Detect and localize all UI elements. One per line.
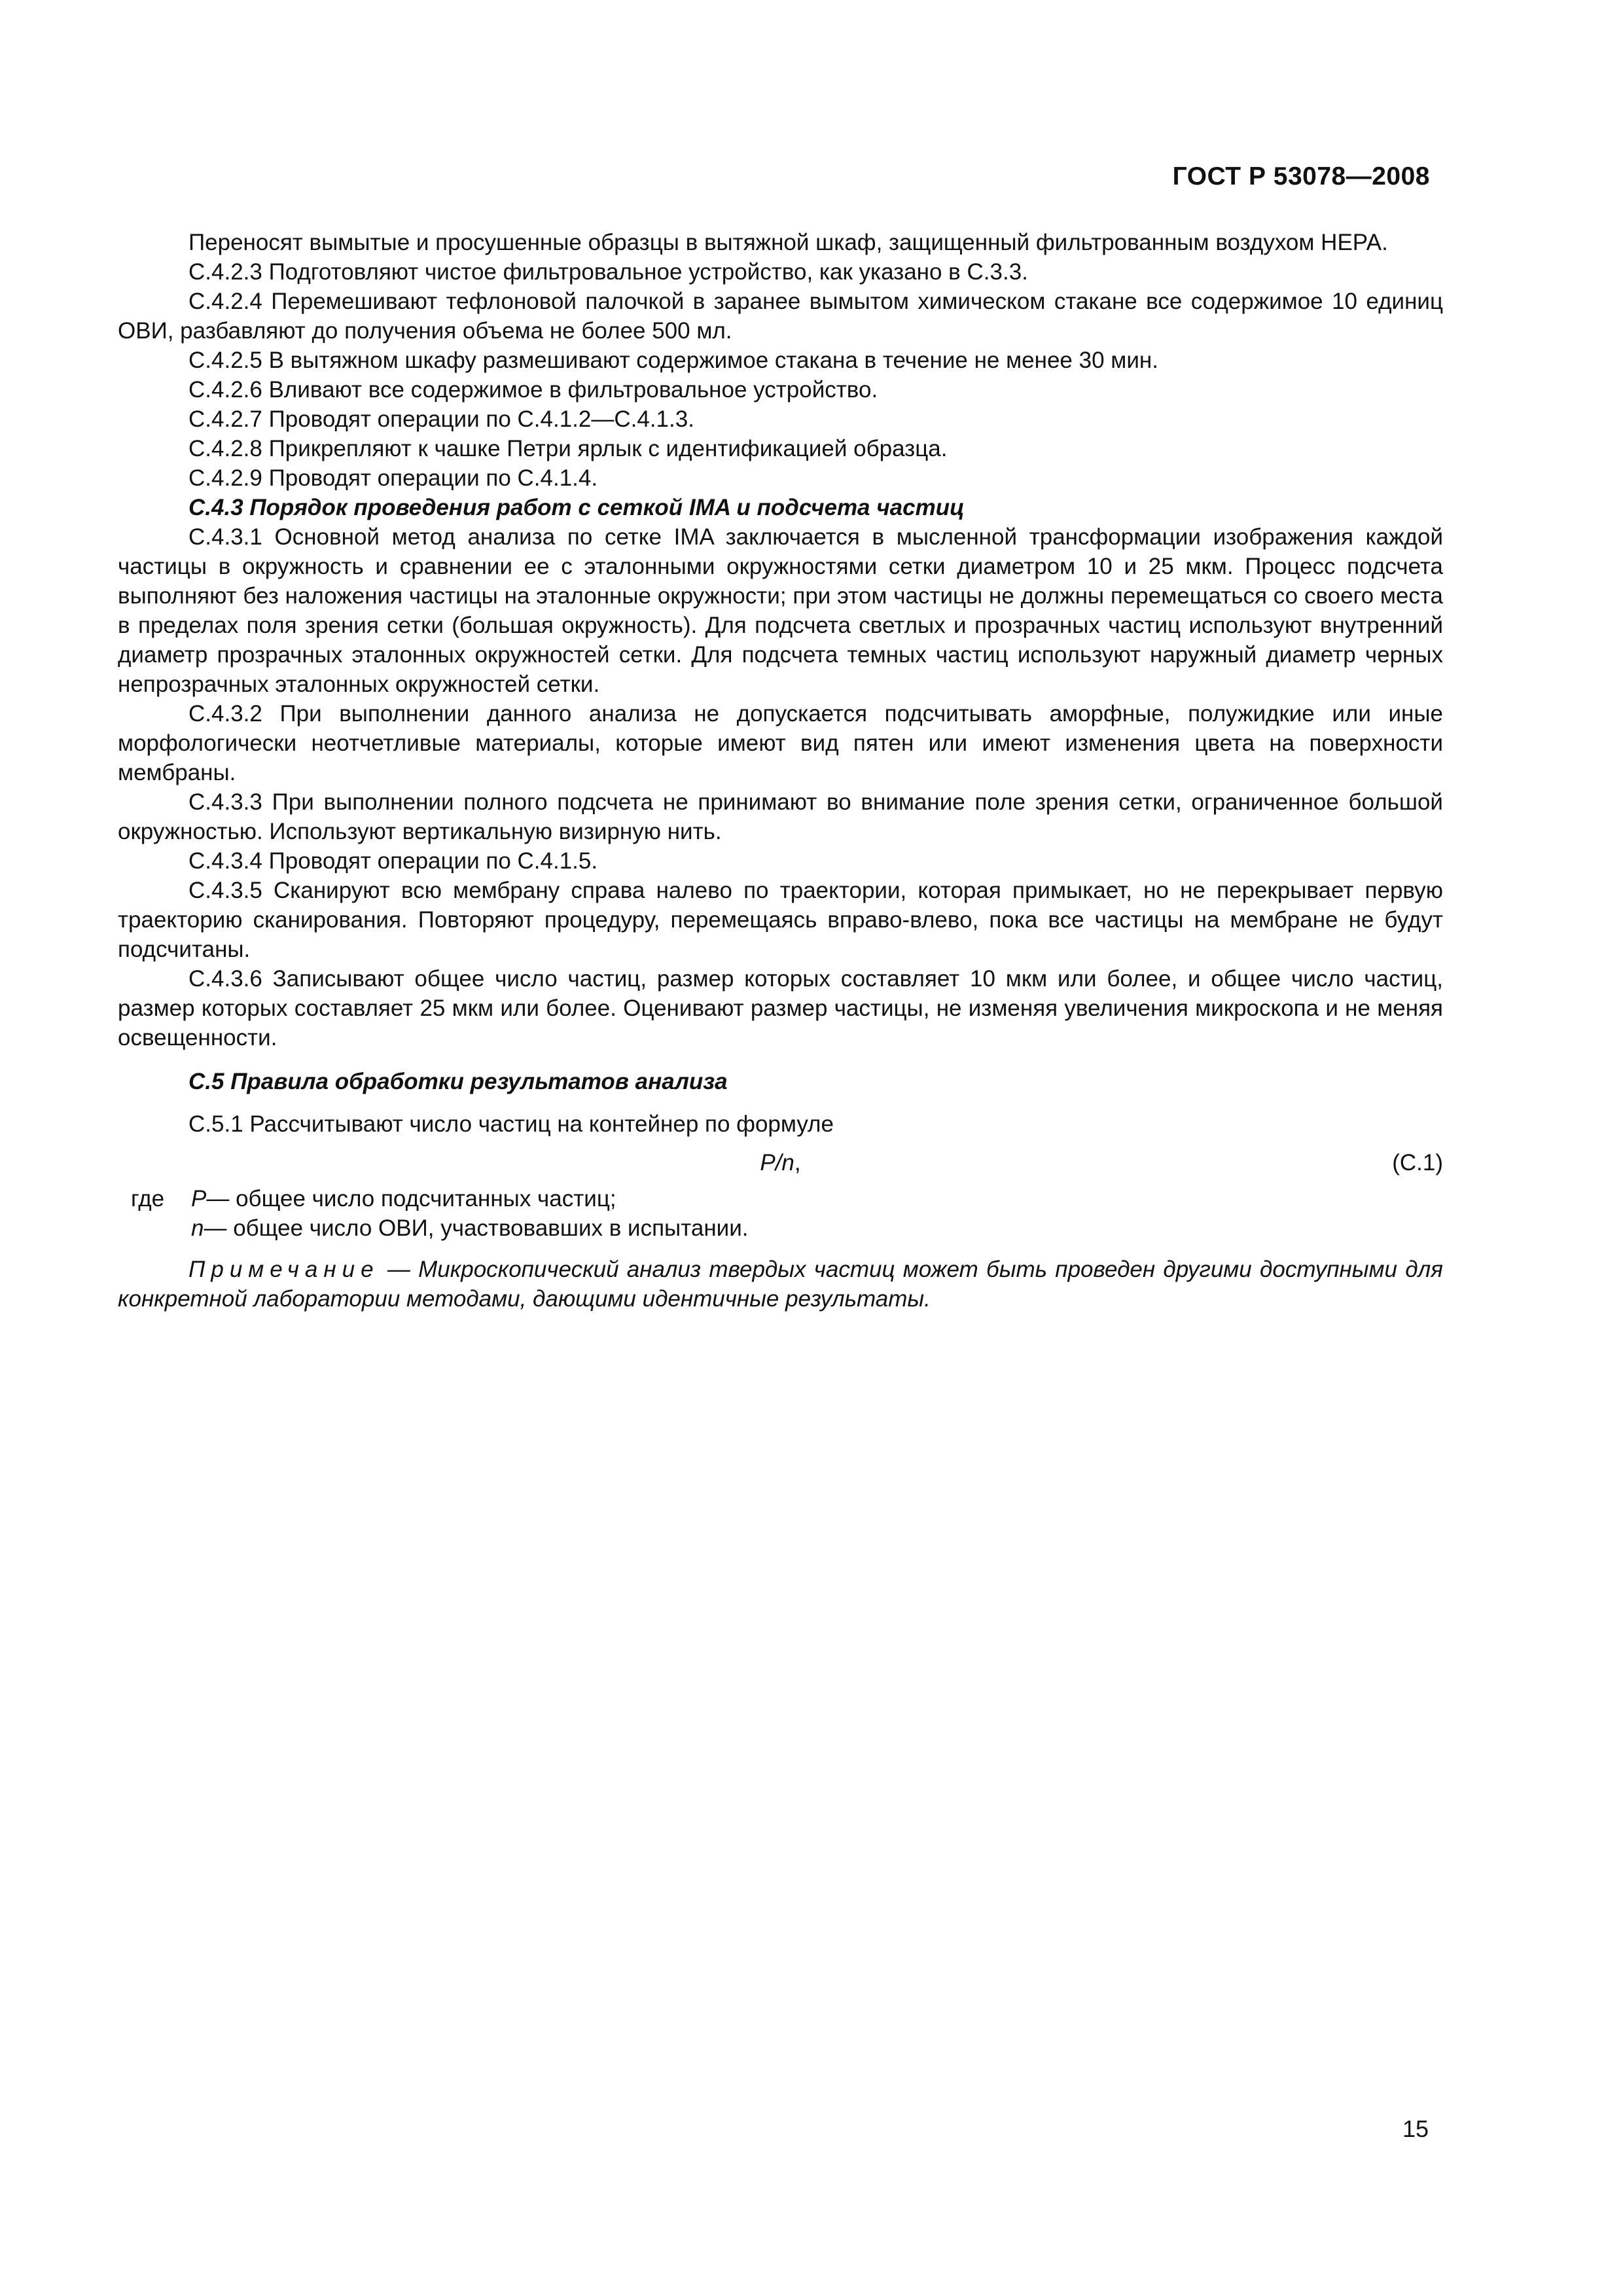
where-text: — общее число ОВИ, участвовавших в испытании. bbox=[204, 1215, 749, 1241]
document-code: ГОСТ Р 53078—2008 bbox=[1172, 162, 1430, 190]
paragraph: С.4.2.7 Проводят операции по С.4.1.2—С.4.1.3. bbox=[188, 406, 694, 432]
page-body bbox=[118, 228, 1443, 1336]
where-item bbox=[118, 1213, 1443, 1243]
paragraph: С.4.2.5 В вытяжном шкафу размешивают содержимое стакана в течение не менее 30 мин. bbox=[188, 348, 1158, 373]
formula-intro: С.5.1 Рассчитывают число частиц на контейнер по формуле bbox=[188, 1111, 834, 1137]
formula-number: (С.1) bbox=[1392, 1150, 1443, 1175]
note-text: — Микроскопический анализ твердых частиц может быть проведен другими доступными для конкретной лаборатории методами, дающими идентичные результаты. bbox=[118, 1257, 1443, 1312]
note bbox=[118, 1255, 1443, 1314]
paragraph: С.4.3.1 Основной метод анализа по сетке IMA заключается в мысленной трансформации изображения каждой частицы в окружность и сравнении ее с эталонными окружностями сетки диаметром 10 и 25 мкм. Процесс подсчета выполняют без наложения частицы на эталонные окружности; при этом частицы не должны перемещаться со своего места в пределах поля зрения сетки (большая окружность). Для подсчета светлых и прозрачных частиц используют внутренний диаметр прозрачных эталонных окружностей сетки. Для подсчета темных частиц используют наружный диаметр черных непрозрачных эталонных окружностей сетки. bbox=[118, 524, 1443, 697]
where-list bbox=[118, 1184, 1443, 1243]
formula-trailing: , bbox=[794, 1150, 801, 1175]
note-label: Примечание bbox=[188, 1257, 380, 1282]
paragraph: С.4.2.8 Прикрепляют к чашке Петри ярлык с идентификацией образца. bbox=[188, 436, 948, 461]
where-lead-spacer bbox=[118, 1213, 191, 1243]
formula-row bbox=[118, 1148, 1443, 1177]
paragraph: Переносят вымытые и просушенные образцы в вытяжной шкаф, защищенный фильтрованным воздухом НЕРА. bbox=[188, 230, 1388, 255]
subsection-heading: С.4.3 Порядок проведения работ с сеткой IMA и подсчета частиц bbox=[188, 495, 965, 520]
formula bbox=[118, 1148, 1443, 1177]
paragraph: С.4.3.3 При выполнении полного подсчета не принимают во внимание поле зрения сетки, ограниченное большой окружностью. Используют вертикальную визирную нить. bbox=[118, 789, 1443, 844]
paragraph: С.4.3.5 Сканируют всю мембрану справа налево по траектории, которая примыкает, но не перекрывает первую траекторию сканирования. Повторяют процедуру, перемещаясь вправо-влево, пока все частицы на мембране не будут подсчитаны. bbox=[118, 878, 1443, 962]
where-symbol: P bbox=[191, 1186, 207, 1211]
where-text: — общее число подсчитанных частиц; bbox=[206, 1186, 616, 1211]
paragraph: С.4.2.6 Вливают все содержимое в фильтровальное устройство. bbox=[188, 377, 878, 403]
where-item bbox=[118, 1184, 1443, 1213]
page-number: 15 bbox=[1402, 2115, 1429, 2142]
where-lead: где bbox=[131, 1186, 165, 1211]
formula-expression: P/n bbox=[760, 1150, 794, 1175]
paragraph: С.4.2.4 Перемешивают тефлоновой палочкой в заранее вымытом химическом стакане все содержимое 10 единиц ОВИ, разбавляют до получения объема не более 500 мл. bbox=[118, 289, 1443, 344]
paragraph: С.4.3.2 При выполнении данного анализа не допускается подсчитывать аморфные, полужидкие или иные морфологически неотчетливые материалы, которые имеют вид пятен или имеют изменения цвета на поверхности мембраны. bbox=[118, 701, 1443, 785]
section-heading: С.5 Правила обработки результатов анализа bbox=[188, 1069, 728, 1094]
paragraph: С.4.3.6 Записывают общее число частиц, размер которых составляет 10 мкм или более, и общее число частиц, размер которых составляет 25 мкм или более. Оценивают размер частицы, не изменяя увеличения микроскопа и не меняя освещенности. bbox=[118, 966, 1443, 1050]
paragraph: С.4.2.9 Проводят операции по С.4.1.4. bbox=[188, 465, 598, 491]
paragraph: С.4.3.4 Проводят операции по С.4.1.5. bbox=[188, 848, 598, 874]
paragraph: С.4.2.3 Подготовляют чистое фильтровальное устройство, как указано в С.3.3. bbox=[188, 259, 1028, 285]
where-symbol: n bbox=[191, 1215, 204, 1241]
